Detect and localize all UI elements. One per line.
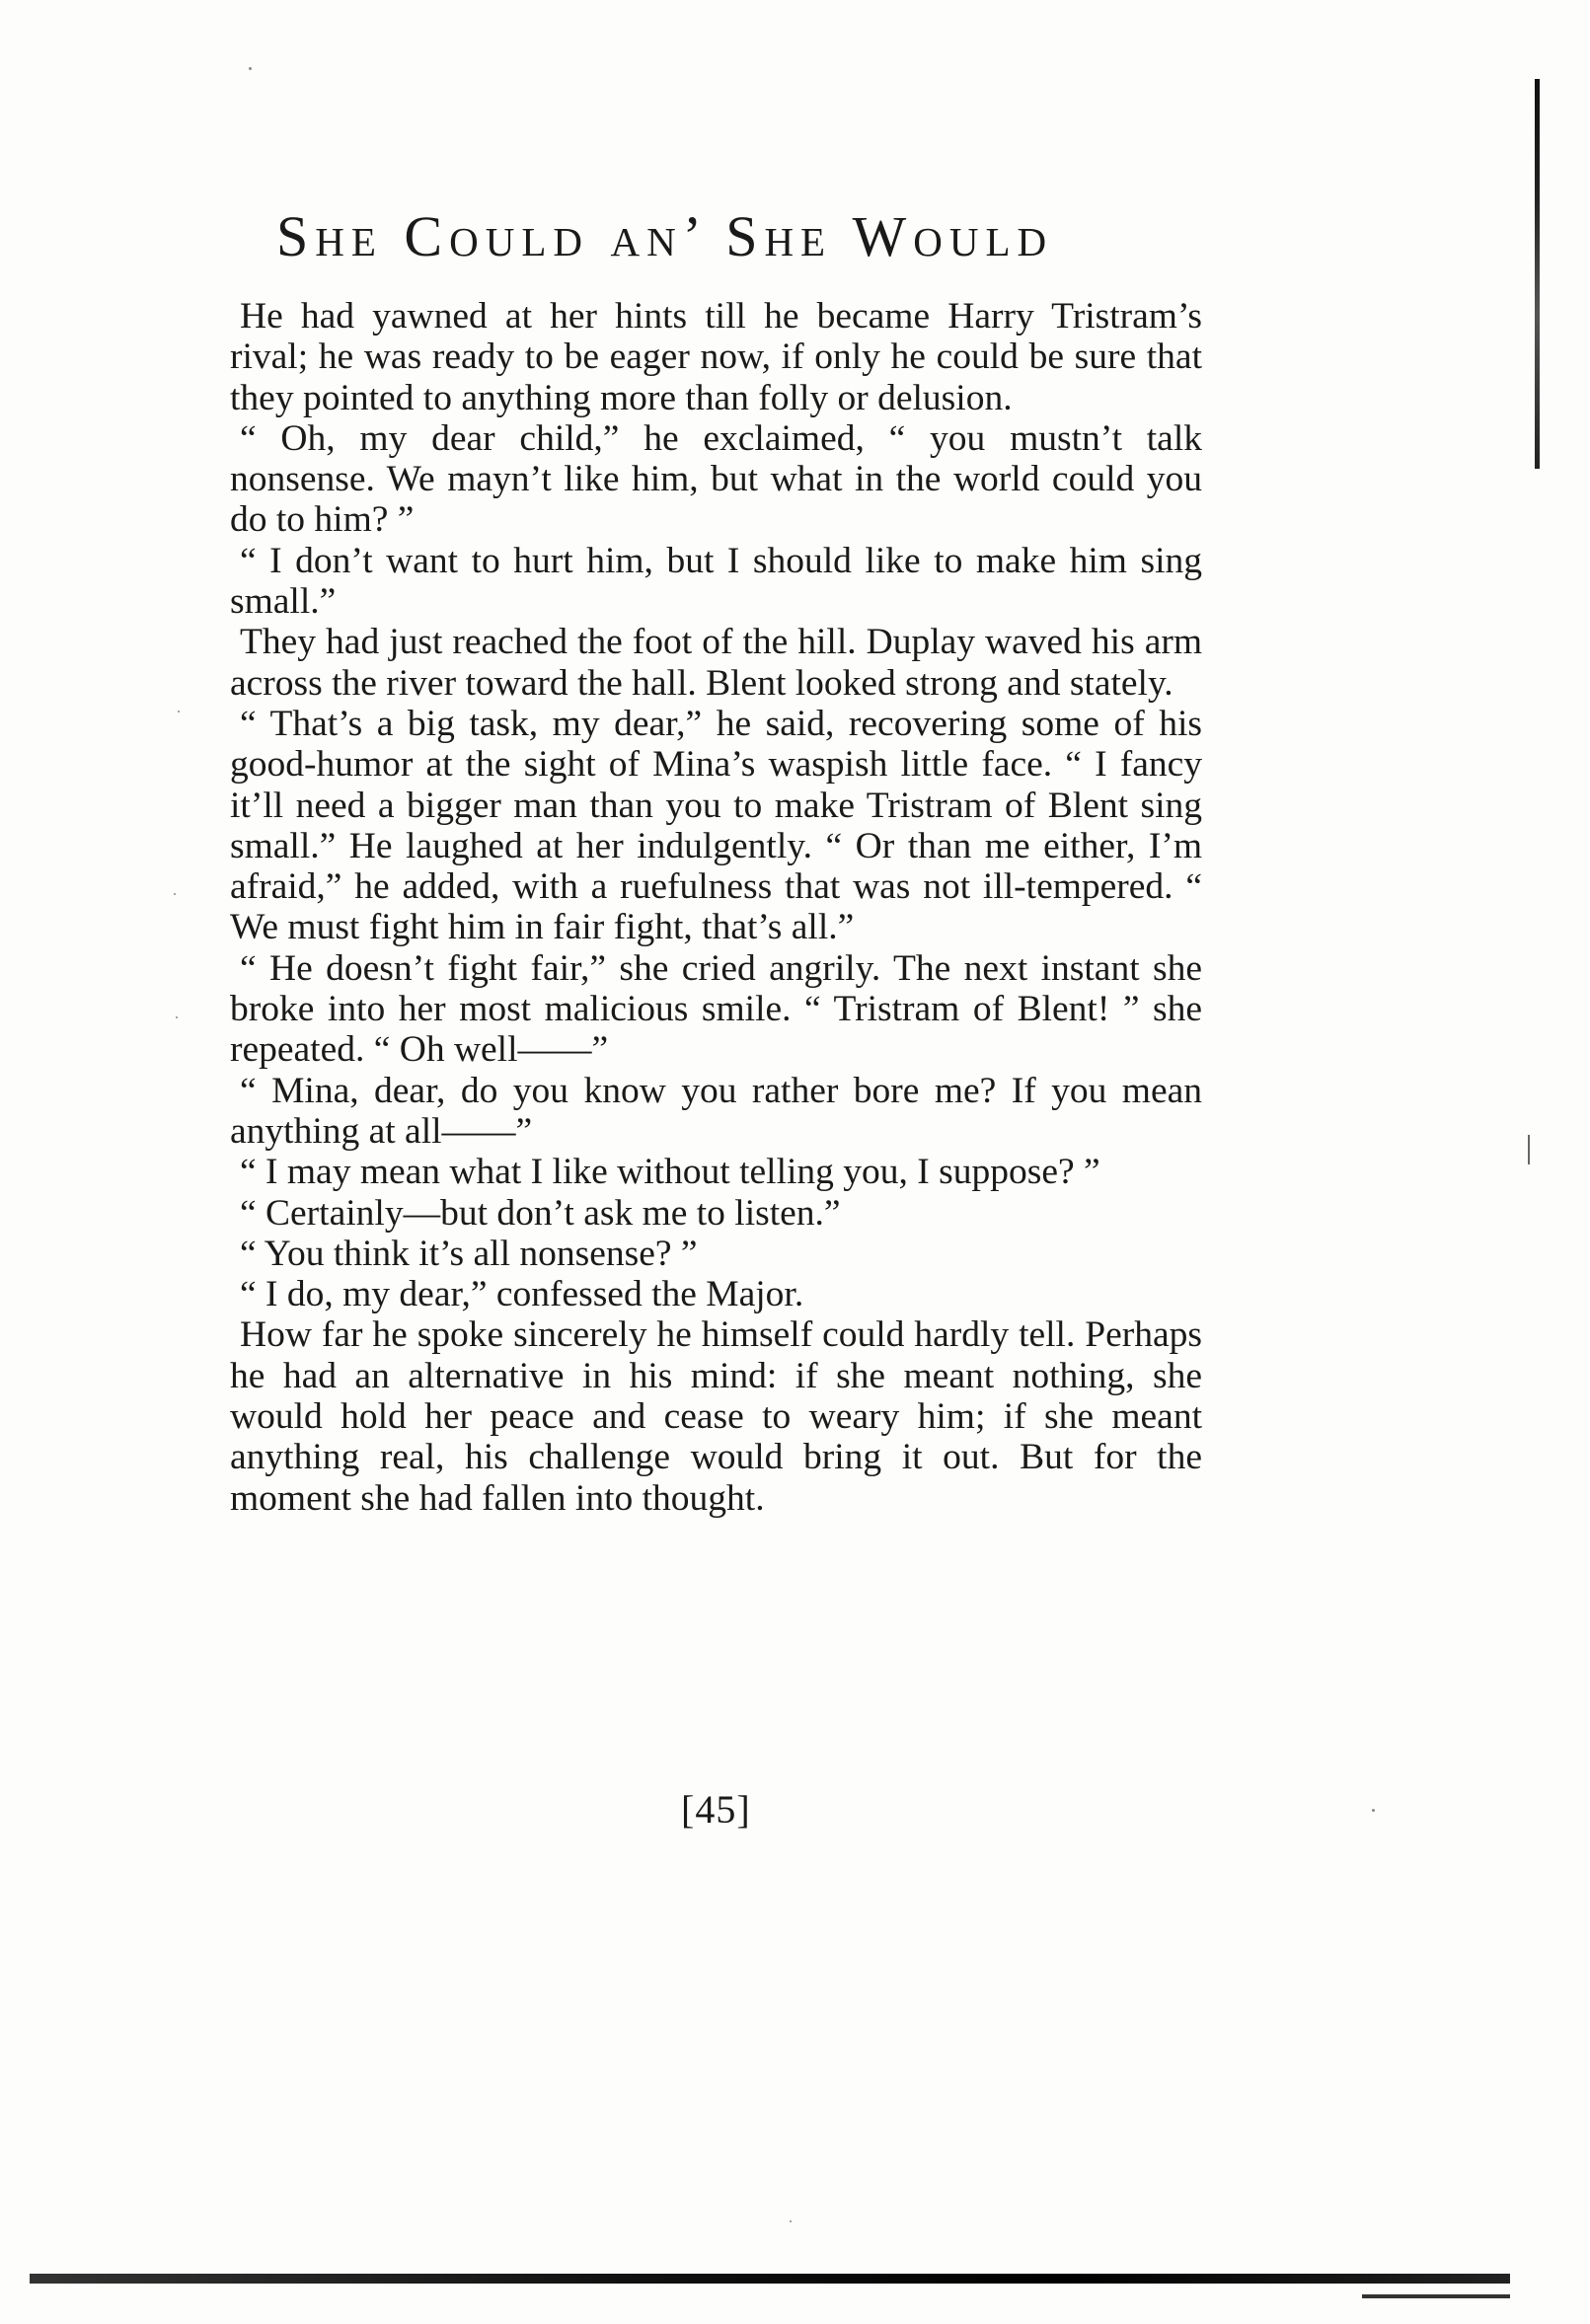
page-edge-rule [1535,79,1540,469]
body-text [230,296,1202,1519]
paragraph: “ You think it’s all nonsense? ” [240,1233,698,1274]
bottom-scan-edge-fragment [1362,2294,1510,2298]
scan-speck [174,893,176,895]
paragraph: “ I do, my dear,” confessed the Major. [240,1274,804,1315]
bottom-scan-edge [30,2274,1510,2284]
scan-speck [790,2220,792,2222]
paragraph: He had yawned at her hints till he became Harry Tristram’s rival; he was ready to be eager now, if only he could be sure that they pointed to anything more than folly or delusion. [230,296,1202,418]
paragraph: “ He doesn’t fight fair,” she cried angrily. The next instant she broke into her most malicious smile. “ Tristram of Blent! ” she repeated. “ Oh well——” [230,947,1202,1071]
paragraph: “ That’s a big task, my dear,” he said, recovering some of his good-humor at the sight of Mina’s waspish little face. “ I fancy it’ll need a bigger man than you to make Tristram of Blent sing small.” He laughed at her indulgently. “ Or than me either, I’m afraid,” he added, with a ruefulness that was not ill-tempered. “ We must fight him in fair fight, that’s all.” [230,703,1202,948]
scan-speck [1372,1809,1375,1812]
page-edge-mark [1528,1135,1530,1164]
paragraph: “ Certainly—but don’t ask me to listen.” [240,1192,841,1234]
paragraph: “ Oh, my dear child,” he exclaimed, “ you mustn’t talk nonsense. We mayn’t like him, but what in the world could you do to him? ” [230,417,1202,541]
paragraph: “ I don’t want to hurt him, but I should like to make him sing small.” [230,540,1202,623]
running-head: She Could an’ She Would [276,204,1054,268]
scan-speck [176,1016,178,1018]
page-number: [45] [681,1787,751,1832]
paragraph: They had just reached the foot of the hill. Duplay waved his arm across the river toward the hall. Blent looked strong and stately. [230,622,1202,704]
scan-speck [249,67,252,70]
paragraph: How far he spoke sincerely he himself could hardly tell. Perhaps he had an alternative in his mind: if she meant nothing, she would hold her peace and cease to weary him; if she meant anything real, his challenge would bring it out. But for the moment she had fallen into thought. [230,1314,1202,1519]
paragraph: “ Mina, dear, do you know you rather bore me? If you mean anything at all——” [230,1070,1202,1152]
paragraph: “ I may mean what I like without telling you, I suppose? ” [240,1152,1100,1193]
scan-speck [178,711,180,712]
